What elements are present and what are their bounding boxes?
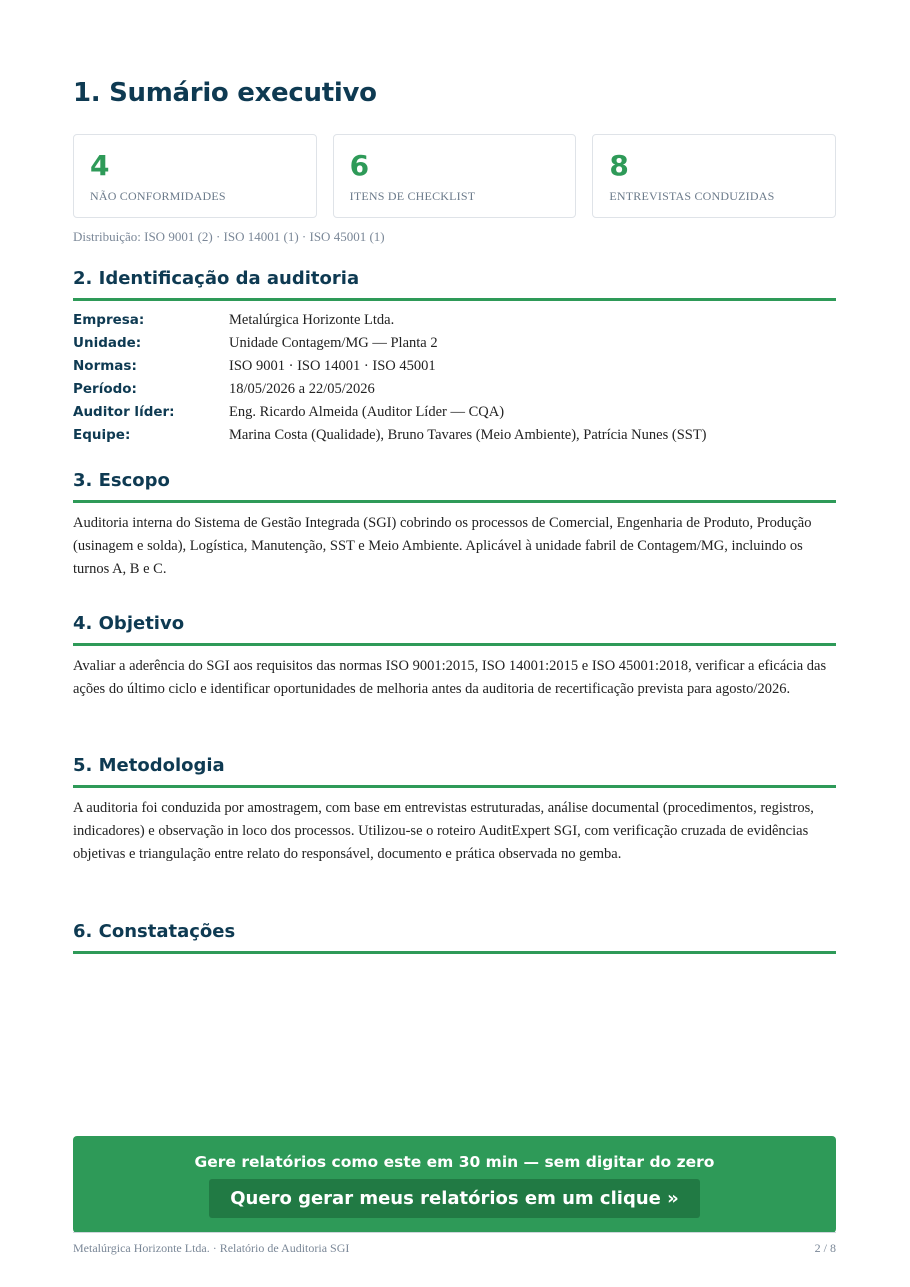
row-value: Unidade Contagem/MG — Planta 2 [229, 335, 438, 351]
section-title-findings: 6. Constatações [73, 921, 836, 954]
row-value: Marina Costa (Qualidade), Bruno Tavares (Meio Ambiente), Patrícia Nunes (SST) [229, 427, 707, 443]
methodology-text: A auditoria foi conduzida por amostragem, com base em entrevistas estruturadas, análise documental (procedimentos, registros, indicadores) e observação in loco dos processos. Utilizou-se o roteiro AuditExpert SGI, com verificação cruzada de evidências objetivas e triangulação entre relato do responsável, documento e prática observada no gemba. [73, 800, 814, 862]
row-value: Eng. Ricardo Almeida (Auditor Líder — CQA) [229, 404, 505, 420]
identification-row [73, 309, 836, 332]
identification-row [73, 355, 836, 378]
stat-label: NÃO CONFORMIDADES [90, 189, 226, 203]
section-scope [73, 470, 836, 581]
section-title-methodology: 5. Metodologia [73, 755, 836, 788]
stat-value: 4 [90, 149, 110, 182]
row-value: Metalúrgica Horizonte Ltda. [229, 312, 395, 328]
summary-cards [73, 134, 836, 218]
section-methodology [73, 755, 836, 866]
stat-card-interviews [592, 134, 836, 218]
section-findings [73, 921, 836, 954]
stat-label: ITENS DE CHECKLIST [349, 189, 476, 203]
row-key: Equipe: [73, 427, 131, 443]
identification-row [73, 378, 836, 401]
page-number: 2 / 8 [814, 1241, 836, 1255]
row-key: Normas: [73, 358, 137, 374]
section-title-identification: 2. Identificação da auditoria [73, 268, 836, 301]
section-title-scope: 3. Escopo [73, 470, 836, 503]
iso-distribution: Distribuição: ISO 9001 (2) · ISO 14001 (1) · ISO 45001 (1) [73, 229, 385, 244]
row-key: Auditor líder: [73, 404, 175, 420]
cta-text: Gere relatórios como este em 30 min — sem digitar do zero [194, 1153, 715, 1171]
scope-text: Auditoria interna do Sistema de Gestão Integrada (SGI) cobrindo os processos de Comercial, Engenharia de Produto, Produção (usinagem e solda), Logística, Manutenção, SST e Meio Ambiente. Aplicável à unidade fabril de Contagem/MG, incluindo os turnos A, B e C. [73, 515, 812, 577]
stat-card-checklist-items [333, 134, 577, 218]
identification-row [73, 401, 836, 424]
section-title-objective: 4. Objetivo [73, 613, 836, 646]
stat-value: 8 [609, 149, 629, 182]
section-identification [73, 268, 836, 447]
section-title-summary: 1. Sumário executivo [73, 78, 377, 108]
row-key: Período: [73, 381, 137, 397]
row-value: ISO 9001 · ISO 14001 · ISO 45001 [229, 358, 436, 374]
row-value: 18/05/2026 a 22/05/2026 [229, 381, 375, 397]
identification-row [73, 332, 836, 355]
objective-text: Avaliar a aderência do SGI aos requisitos das normas ISO 9001:2015, ISO 14001:2015 e ISO 45001:2018, verificar a eficácia das ações do último ciclo e identificar oportunidades de melhoria antes da auditoria de recertificação prevista para agosto/2026. [73, 658, 827, 697]
identification-table [73, 309, 836, 447]
generate-reports-button[interactable]: Quero gerar meus relatórios em um clique » [209, 1179, 700, 1218]
cta-banner [73, 1136, 836, 1233]
row-key: Empresa: [73, 312, 145, 328]
stat-value: 6 [349, 149, 370, 182]
identification-row [73, 424, 836, 447]
footer-doc-title: Metalúrgica Horizonte Ltda. · Relatório de Auditoria SGI [73, 1241, 350, 1255]
section-objective [73, 613, 836, 701]
row-key: Unidade: [73, 335, 142, 351]
footer-divider [73, 1232, 836, 1233]
stat-card-nonconformities [73, 134, 317, 218]
stat-label: ENTREVISTAS CONDUZIDAS [609, 189, 775, 203]
